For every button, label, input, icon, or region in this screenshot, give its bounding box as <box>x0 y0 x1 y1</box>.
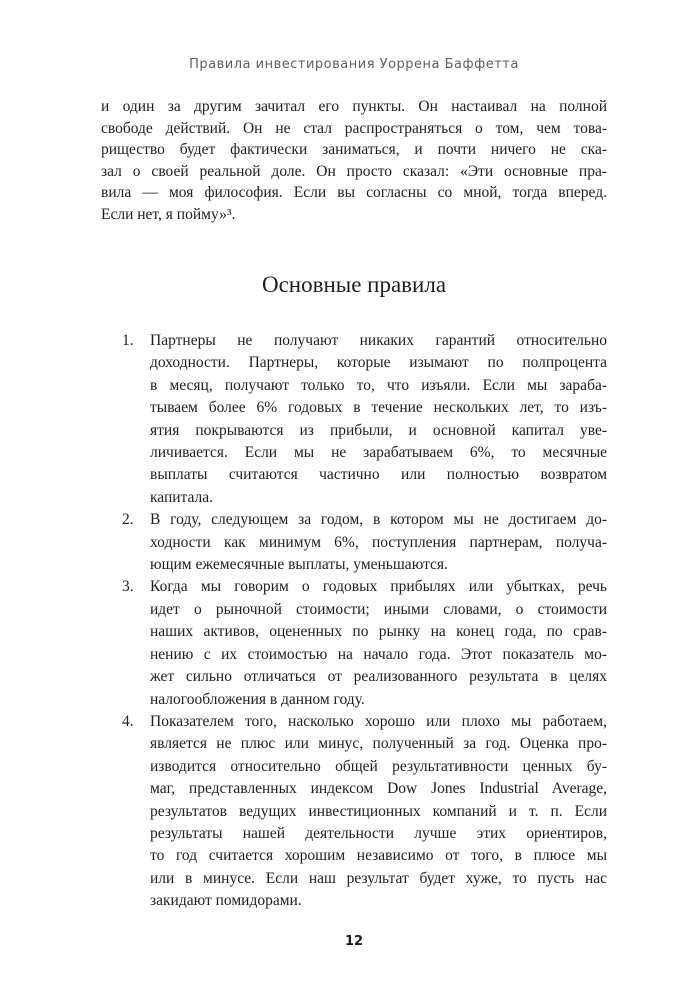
text-line: рищество будет фактически заниматься, и почти ничего не ска- <box>101 141 607 158</box>
text-line: налогообложения в данном году. <box>150 690 365 708</box>
rule-text-3 <box>150 576 607 710</box>
page-number: 12 <box>344 934 364 949</box>
text-line: маг, представленных индексом Dow Jones Industrial Average, <box>150 780 607 798</box>
text-line: личивается. Если мы не зарабатываем 6%, то месячные <box>150 444 607 462</box>
text-line: Партнеры не получают никаких гарантий относительно <box>150 332 607 349</box>
rule-number-4: 4. <box>122 712 134 730</box>
text-line: свободе действий. Он не стал распространяться о том, чем това- <box>101 119 607 137</box>
text-line: результаты нашей деятельности лучше этих ориентиров, <box>150 824 607 842</box>
text-line: нению с их стоимостью на начало года. Этот показатель мо- <box>150 645 607 663</box>
text-line: вила — моя философия. Если вы согласны со мной, тогда вперед. <box>101 184 607 201</box>
text-line: жет сильно отличаться от реализованного результата в целях <box>150 668 607 686</box>
text-line: доходности. Партнеры, которые изымают по полпроцента <box>150 354 607 372</box>
rule-text-4 <box>150 711 607 913</box>
rule-number-2: 2. <box>122 511 134 529</box>
text-line: Если нет, я пойму»³. <box>101 205 236 223</box>
rule-text-2 <box>150 509 607 576</box>
text-line: изводится относительно общей результативности ценных бу- <box>150 757 607 775</box>
rule-number-3: 3. <box>122 578 134 596</box>
text-line: ятия покрываются из прибыли, и основной капитал уве- <box>150 421 607 439</box>
rule-item-4 <box>101 711 607 913</box>
rule-item-2 <box>101 509 607 576</box>
text-line: результатов ведущих инвестиционных компаний и т. п. Если <box>150 802 607 820</box>
text-line: закидают помидорами. <box>150 892 302 910</box>
text-line: В году, следующем за годом, в котором мы не достигаем до- <box>150 511 607 529</box>
rules-list <box>101 330 607 913</box>
text-line: наших активов, оцененных по рынку на конец года, по срав- <box>150 623 607 641</box>
text-line: идет о рыночной стоимости; иными словами, о стоимости <box>150 600 607 618</box>
rule-number-1: 1. <box>122 332 134 349</box>
rule-item-3 <box>101 576 607 710</box>
text-line: Когда мы говорим о годовых прибылях или убытках, речь <box>150 578 607 596</box>
text-line: капитала. <box>150 488 214 506</box>
text-line: или в минусе. Если наш результат будет хуже, то пусть нас <box>150 869 607 887</box>
text-line: выплаты считаются частично или полностью возвратом <box>150 466 607 484</box>
rule-item-1 <box>101 330 607 509</box>
section-heading: Основные правила <box>261 272 447 297</box>
text-line: и один за другим зачитал его пункты. Он настаивал на полной <box>101 98 607 115</box>
text-line: тываем более 6% годовых в течение нескольких лет, то изъ- <box>150 399 607 417</box>
text-line: Показателем того, насколько хорошо или плохо мы работаем, <box>150 712 607 730</box>
text-line: ходности как минимум 6%, поступления партнерам, получа- <box>150 533 607 551</box>
running-header: Правила инвестирования Уоррена Баффетта <box>189 57 519 72</box>
text-line: в месяц, получают только то, что изъяли. Если мы зараба- <box>150 376 607 394</box>
text-line: ющим ежемесячные выплаты, уменьшаются. <box>150 556 448 574</box>
text-line: то год считается хорошим независимо от того, в плюсе мы <box>150 847 607 865</box>
rule-text-1 <box>150 330 607 509</box>
intro-paragraph <box>101 96 607 225</box>
text-line: зал о своей реальной доле. Он просто сказал: «Эти основные пра- <box>101 162 607 180</box>
text-line: является не плюс или минус, полученный за год. Оценка про- <box>150 735 607 753</box>
